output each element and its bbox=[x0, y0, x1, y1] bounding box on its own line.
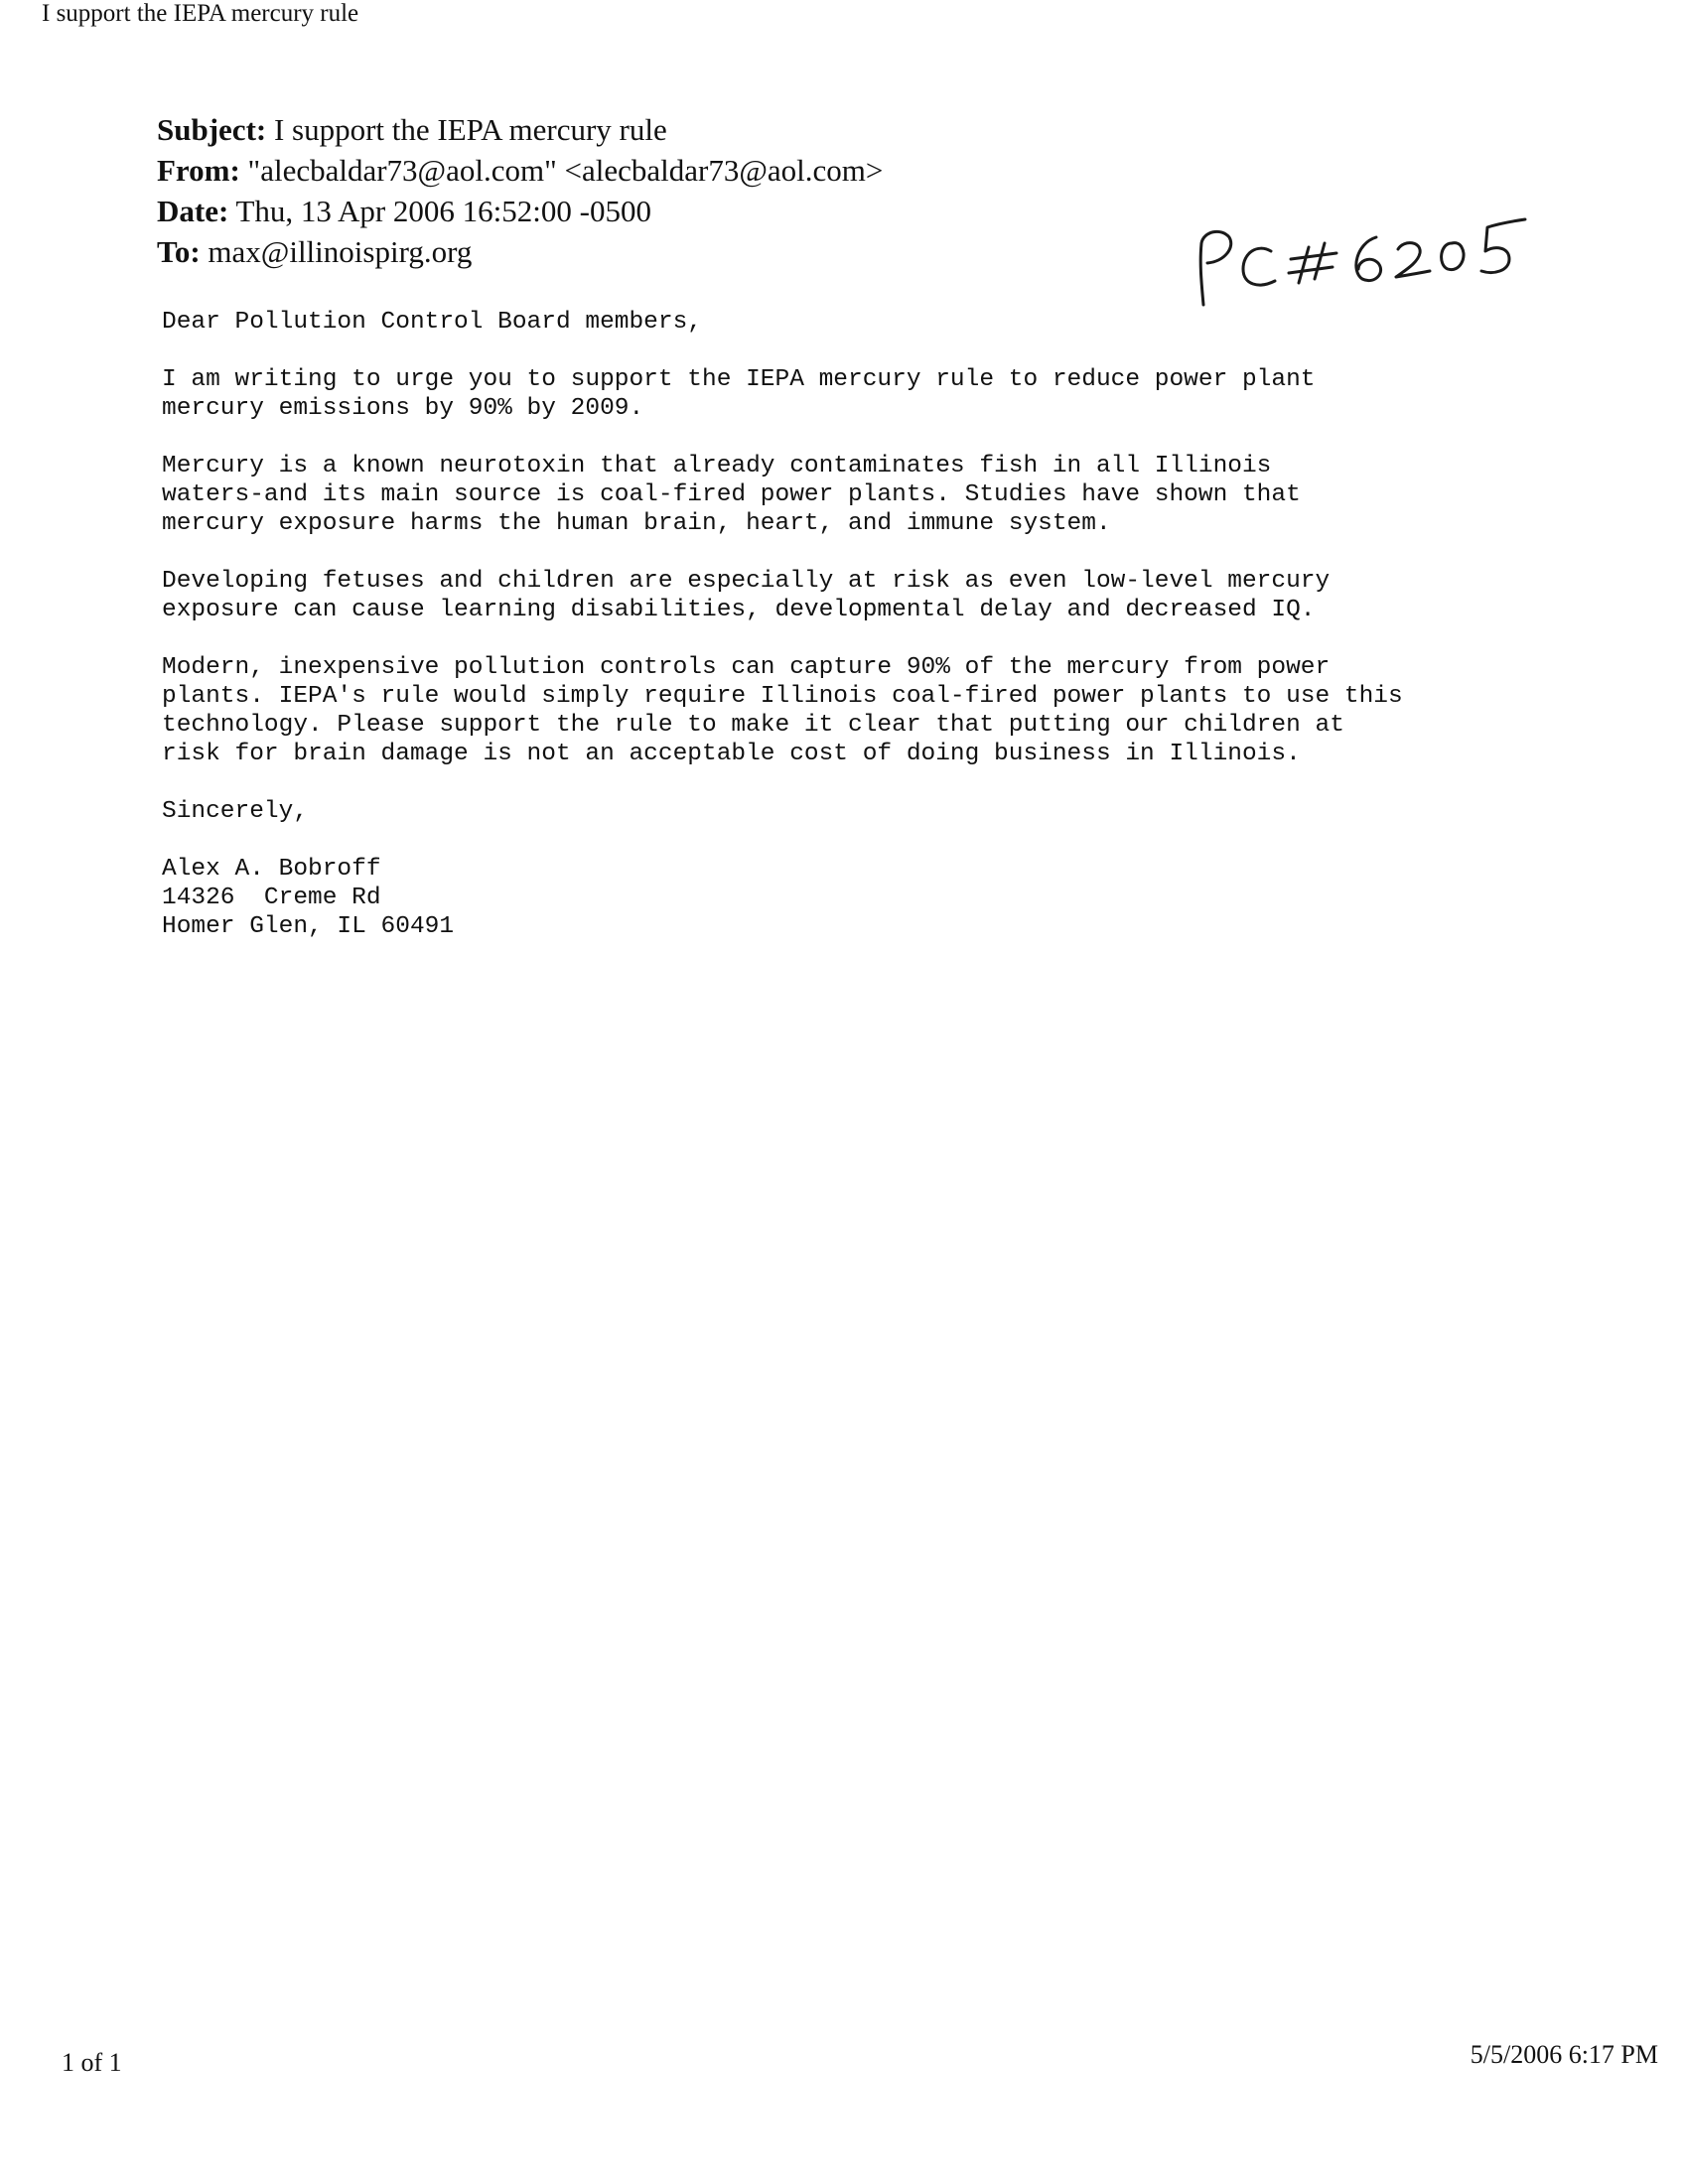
subject-label: Subject: bbox=[157, 112, 267, 147]
subject-line bbox=[157, 109, 883, 150]
to-label: To: bbox=[157, 234, 201, 269]
handwritten-stamp bbox=[1192, 213, 1529, 308]
date-label: Date: bbox=[157, 194, 229, 228]
date-line bbox=[157, 191, 883, 231]
signature-block bbox=[162, 855, 1552, 941]
body-paragraph bbox=[162, 452, 1552, 538]
paragraph-line: Mercury is a known neurotoxin that already contaminates fish in all Illinois bbox=[162, 453, 1272, 479]
date-value: Thu, 13 Apr 2006 16:52:00 -0500 bbox=[235, 194, 651, 228]
paragraph-line: exposure can cause learning disabilities, developmental delay and decreased IQ. bbox=[162, 597, 1316, 623]
greeting: Dear Pollution Control Board members, bbox=[162, 309, 702, 336]
paragraph-line: technology. Please support the rule to make it clear that putting our children at bbox=[162, 712, 1344, 739]
page-indicator: 1 of 1 bbox=[62, 2048, 122, 2077]
paragraph-line: waters-and its main source is coal-fired power plants. Studies have shown that bbox=[162, 481, 1301, 508]
to-line bbox=[157, 231, 883, 272]
paragraph-line: risk for brain damage is not an acceptable cost of doing business in Illinois. bbox=[162, 741, 1301, 767]
print-timestamp: 5/5/2006 6:17 PM bbox=[1470, 2040, 1658, 2069]
from-line bbox=[157, 150, 883, 191]
page-title: I support the IEPA mercury rule bbox=[42, 0, 359, 27]
from-label: From: bbox=[157, 153, 240, 188]
signature-city: Homer Glen, IL 60491 bbox=[162, 913, 455, 940]
body-paragraph bbox=[162, 365, 1552, 423]
stamp-text: PC #6205 bbox=[1360, 303, 1366, 304]
paragraph-line: mercury exposure harms the human brain, heart, and immune system. bbox=[162, 510, 1111, 537]
from-value: "alecbaldar73@aol.com" <alecbaldar73@aol.com> bbox=[247, 153, 884, 188]
body-paragraph bbox=[162, 653, 1552, 768]
closing: Sincerely, bbox=[162, 798, 309, 825]
paragraph-line: I am writing to urge you to support the IEPA mercury rule to reduce power plant bbox=[162, 366, 1316, 393]
signature-street: 14326 Creme Rd bbox=[162, 885, 381, 911]
paragraph-line: mercury emissions by 90% by 2009. bbox=[162, 395, 644, 422]
paragraph-line: plants. IEPA's rule would simply require Illinois coal-fired power plants to use this bbox=[162, 683, 1403, 710]
subject-value: I support the IEPA mercury rule bbox=[273, 112, 667, 147]
paragraph-line: Modern, inexpensive pollution controls can capture 90% of the mercury from power bbox=[162, 654, 1331, 681]
email-body bbox=[162, 308, 1552, 970]
body-paragraph bbox=[162, 567, 1552, 624]
paragraph-line: Developing fetuses and children are especially at risk as even low-level mercury bbox=[162, 568, 1331, 595]
signature-name: Alex A. Bobroff bbox=[162, 856, 381, 883]
email-header bbox=[157, 109, 883, 272]
to-value: max@illinoispirg.org bbox=[208, 234, 473, 269]
